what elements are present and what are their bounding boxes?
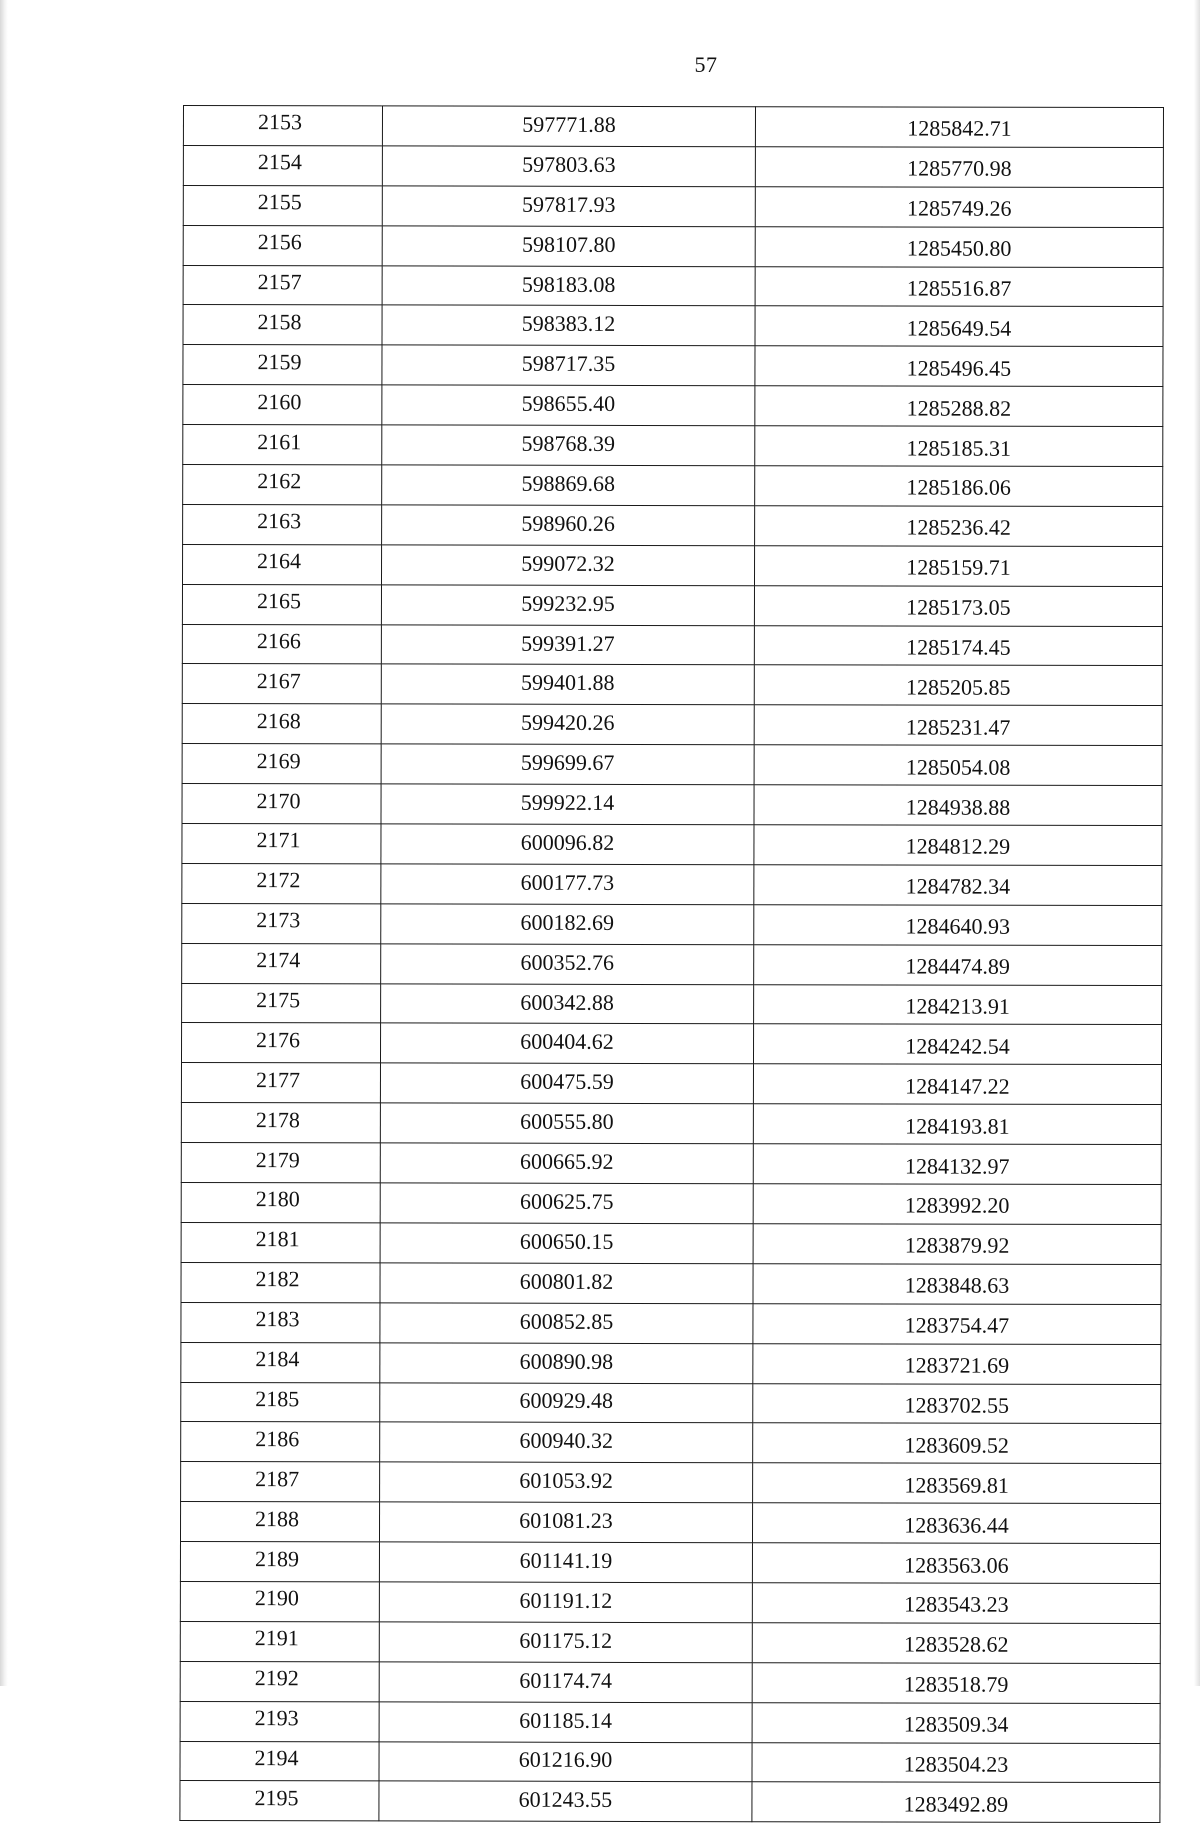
table-row xyxy=(182,903,1162,945)
point-number-cell: 2168 xyxy=(182,704,381,744)
y-coordinate-cell: 1285842.71 xyxy=(755,107,1163,148)
y-coordinate-cell: 1283702.55 xyxy=(753,1383,1161,1424)
table-row xyxy=(183,185,1163,227)
table-row xyxy=(183,265,1163,307)
x-coordinate-cell: 601185.14 xyxy=(379,1702,752,1743)
point-number-cell: 2159 xyxy=(183,345,382,385)
x-coordinate-cell: 598107.80 xyxy=(382,226,755,267)
x-coordinate-cell: 598183.08 xyxy=(382,265,755,306)
x-coordinate-cell: 600182.69 xyxy=(381,904,754,945)
y-coordinate-cell: 1283754.47 xyxy=(753,1303,1161,1344)
table-row xyxy=(181,1103,1161,1145)
table-row xyxy=(181,1143,1161,1185)
table-row xyxy=(181,1462,1161,1504)
point-number-cell: 2194 xyxy=(180,1741,379,1781)
y-coordinate-cell: 1285749.26 xyxy=(755,186,1163,227)
y-coordinate-cell: 1283636.44 xyxy=(752,1503,1160,1544)
table-row xyxy=(182,544,1162,586)
x-coordinate-cell: 600801.82 xyxy=(380,1263,753,1304)
x-coordinate-cell: 598768.39 xyxy=(382,425,755,466)
point-number-cell: 2172 xyxy=(182,863,381,903)
y-coordinate-cell: 1283879.92 xyxy=(753,1224,1161,1265)
x-coordinate-cell: 601243.55 xyxy=(379,1781,752,1822)
y-coordinate-cell: 1285174.45 xyxy=(754,625,1162,666)
point-number-cell: 2176 xyxy=(181,1023,380,1063)
point-number-cell: 2164 xyxy=(182,544,381,584)
x-coordinate-cell: 599391.27 xyxy=(381,624,754,665)
x-coordinate-cell: 598655.40 xyxy=(382,385,755,426)
y-coordinate-cell: 1285186.06 xyxy=(755,466,1163,507)
y-coordinate-cell: 1284938.88 xyxy=(754,785,1162,826)
y-coordinate-cell: 1285288.82 xyxy=(755,386,1163,427)
x-coordinate-cell: 601081.23 xyxy=(379,1502,752,1543)
point-number-cell: 2162 xyxy=(183,465,382,505)
x-coordinate-cell: 599072.32 xyxy=(381,545,754,586)
table-row xyxy=(183,345,1163,387)
point-number-cell: 2180 xyxy=(181,1183,380,1223)
table-row xyxy=(183,106,1163,148)
point-number-cell: 2167 xyxy=(182,664,381,704)
scan-edge-left xyxy=(0,0,8,1686)
y-coordinate-cell: 1285159.71 xyxy=(754,545,1162,586)
point-number-cell: 2163 xyxy=(183,504,382,544)
x-coordinate-cell: 598869.68 xyxy=(382,465,755,506)
point-number-cell: 2154 xyxy=(183,145,382,185)
y-coordinate-cell: 1283992.20 xyxy=(753,1184,1161,1225)
y-coordinate-cell: 1284640.93 xyxy=(754,905,1162,946)
y-coordinate-cell: 1284147.22 xyxy=(753,1064,1161,1105)
x-coordinate-cell: 600475.59 xyxy=(380,1063,753,1104)
table-row xyxy=(182,983,1162,1025)
x-coordinate-cell: 599699.67 xyxy=(381,744,754,785)
table-row xyxy=(181,1262,1161,1304)
y-coordinate-cell: 1283518.79 xyxy=(752,1662,1160,1703)
x-coordinate-cell: 600852.85 xyxy=(380,1303,753,1344)
point-number-cell: 2195 xyxy=(180,1781,379,1821)
table-row xyxy=(181,1063,1161,1105)
point-number-cell: 2181 xyxy=(181,1222,380,1262)
point-number-cell: 2173 xyxy=(182,903,381,943)
x-coordinate-cell: 600096.82 xyxy=(381,824,754,865)
point-number-cell: 2177 xyxy=(181,1063,380,1103)
table-row xyxy=(181,1342,1161,1384)
point-number-cell: 2171 xyxy=(182,824,381,864)
table-row xyxy=(183,145,1163,187)
point-number-cell: 2182 xyxy=(181,1262,380,1302)
x-coordinate-cell: 597771.88 xyxy=(382,106,755,147)
x-coordinate-cell: 600625.75 xyxy=(380,1183,753,1224)
table-row xyxy=(181,1183,1161,1225)
table-row xyxy=(180,1781,1160,1823)
x-coordinate-cell: 599401.88 xyxy=(381,664,754,705)
y-coordinate-cell: 1284132.97 xyxy=(753,1144,1161,1185)
table-row xyxy=(181,1302,1161,1344)
point-number-cell: 2183 xyxy=(181,1302,380,1342)
x-coordinate-cell: 597817.93 xyxy=(382,186,755,227)
table-row xyxy=(182,784,1162,826)
y-coordinate-cell: 1285649.54 xyxy=(755,306,1163,347)
y-coordinate-cell: 1284193.81 xyxy=(753,1104,1161,1145)
coordinates-table xyxy=(179,105,1164,1823)
table-row xyxy=(183,385,1163,427)
table-row xyxy=(182,624,1162,666)
x-coordinate-cell: 600665.92 xyxy=(380,1143,753,1184)
y-coordinate-cell: 1285185.31 xyxy=(755,426,1163,467)
table-row xyxy=(183,465,1163,507)
table-row xyxy=(180,1741,1160,1783)
y-coordinate-cell: 1285770.98 xyxy=(755,147,1163,188)
table-row xyxy=(183,425,1163,467)
point-number-cell: 2184 xyxy=(181,1342,380,1382)
table-row xyxy=(182,584,1162,626)
point-number-cell: 2190 xyxy=(180,1581,379,1621)
point-number-cell: 2192 xyxy=(180,1661,379,1701)
point-number-cell: 2175 xyxy=(182,983,381,1023)
x-coordinate-cell: 600929.48 xyxy=(380,1382,753,1423)
y-coordinate-cell: 1285236.42 xyxy=(755,506,1163,547)
y-coordinate-cell: 1283528.62 xyxy=(752,1623,1160,1664)
x-coordinate-cell: 597803.63 xyxy=(382,146,755,187)
x-coordinate-cell: 598960.26 xyxy=(382,505,755,546)
table-row xyxy=(182,704,1162,746)
y-coordinate-cell: 1284812.29 xyxy=(754,825,1162,866)
coordinates-table-body xyxy=(180,106,1164,1823)
table-row xyxy=(180,1542,1160,1584)
point-number-cell: 2191 xyxy=(180,1621,379,1661)
point-number-cell: 2155 xyxy=(183,185,382,225)
scan-edge-right xyxy=(1194,0,1200,1686)
table-row xyxy=(180,1661,1160,1703)
table-row xyxy=(181,1382,1161,1424)
point-number-cell: 2170 xyxy=(182,784,381,824)
point-number-cell: 2165 xyxy=(182,584,381,624)
x-coordinate-cell: 598717.35 xyxy=(382,345,755,386)
point-number-cell: 2187 xyxy=(181,1462,380,1502)
x-coordinate-cell: 601141.19 xyxy=(379,1542,752,1583)
y-coordinate-cell: 1283721.69 xyxy=(753,1343,1161,1384)
page-number: 57 xyxy=(694,52,718,77)
y-coordinate-cell: 1285516.87 xyxy=(755,266,1163,307)
x-coordinate-cell: 600342.88 xyxy=(381,984,754,1025)
point-number-cell: 2174 xyxy=(182,943,381,983)
x-coordinate-cell: 600890.98 xyxy=(380,1343,753,1384)
y-coordinate-cell: 1285205.85 xyxy=(754,665,1162,706)
y-coordinate-cell: 1283563.06 xyxy=(752,1543,1160,1584)
table-row xyxy=(180,1502,1160,1544)
point-number-cell: 2161 xyxy=(183,425,382,465)
y-coordinate-cell: 1284213.91 xyxy=(754,984,1162,1025)
table-row xyxy=(183,305,1163,347)
x-coordinate-cell: 600650.15 xyxy=(380,1223,753,1264)
point-number-cell: 2153 xyxy=(183,106,382,146)
table-row xyxy=(182,824,1162,866)
point-number-cell: 2169 xyxy=(182,744,381,784)
x-coordinate-cell: 599922.14 xyxy=(381,784,754,825)
table-row xyxy=(182,943,1162,985)
table-row xyxy=(181,1222,1161,1264)
y-coordinate-cell: 1283492.89 xyxy=(752,1782,1160,1823)
x-coordinate-cell: 601216.90 xyxy=(379,1741,752,1782)
table-row xyxy=(180,1701,1160,1743)
table-row xyxy=(180,1581,1160,1623)
y-coordinate-cell: 1283543.23 xyxy=(752,1583,1160,1624)
x-coordinate-cell: 600404.62 xyxy=(380,1023,753,1064)
y-coordinate-cell: 1284782.34 xyxy=(754,865,1162,906)
point-number-cell: 2160 xyxy=(183,385,382,425)
x-coordinate-cell: 600177.73 xyxy=(381,864,754,905)
x-coordinate-cell: 601053.92 xyxy=(380,1462,753,1503)
x-coordinate-cell: 598383.12 xyxy=(382,305,755,346)
table-row xyxy=(181,1422,1161,1464)
point-number-cell: 2186 xyxy=(181,1422,380,1462)
point-number-cell: 2166 xyxy=(182,624,381,664)
y-coordinate-cell: 1283609.52 xyxy=(753,1423,1161,1464)
point-number-cell: 2179 xyxy=(181,1143,380,1183)
x-coordinate-cell: 601175.12 xyxy=(379,1622,752,1663)
x-coordinate-cell: 600940.32 xyxy=(380,1422,753,1463)
x-coordinate-cell: 601191.12 xyxy=(379,1582,752,1623)
y-coordinate-cell: 1285231.47 xyxy=(754,705,1162,746)
x-coordinate-cell: 599420.26 xyxy=(381,704,754,745)
x-coordinate-cell: 601174.74 xyxy=(379,1662,752,1703)
table-row xyxy=(180,1621,1160,1663)
point-number-cell: 2188 xyxy=(180,1502,379,1542)
table-row xyxy=(183,225,1163,267)
y-coordinate-cell: 1285054.08 xyxy=(754,745,1162,786)
y-coordinate-cell: 1285450.80 xyxy=(755,226,1163,267)
point-number-cell: 2193 xyxy=(180,1701,379,1741)
y-coordinate-cell: 1285173.05 xyxy=(754,585,1162,626)
y-coordinate-cell: 1284474.89 xyxy=(754,944,1162,985)
y-coordinate-cell: 1283509.34 xyxy=(752,1702,1160,1743)
point-number-cell: 2157 xyxy=(183,265,382,305)
y-coordinate-cell: 1283504.23 xyxy=(752,1742,1160,1783)
point-number-cell: 2156 xyxy=(183,225,382,265)
y-coordinate-cell: 1284242.54 xyxy=(753,1024,1161,1065)
x-coordinate-cell: 599232.95 xyxy=(381,585,754,626)
table-row xyxy=(182,744,1162,786)
point-number-cell: 2158 xyxy=(183,305,382,345)
table-row xyxy=(181,1023,1161,1065)
x-coordinate-cell: 600555.80 xyxy=(380,1103,753,1144)
y-coordinate-cell: 1283848.63 xyxy=(753,1264,1161,1305)
table-row xyxy=(183,504,1163,546)
table-row xyxy=(182,664,1162,706)
point-number-cell: 2189 xyxy=(180,1542,379,1582)
table-row xyxy=(182,863,1162,905)
y-coordinate-cell: 1285496.45 xyxy=(755,346,1163,387)
point-number-cell: 2178 xyxy=(181,1103,380,1143)
y-coordinate-cell: 1283569.81 xyxy=(753,1463,1161,1504)
x-coordinate-cell: 600352.76 xyxy=(381,944,754,985)
point-number-cell: 2185 xyxy=(181,1382,380,1422)
